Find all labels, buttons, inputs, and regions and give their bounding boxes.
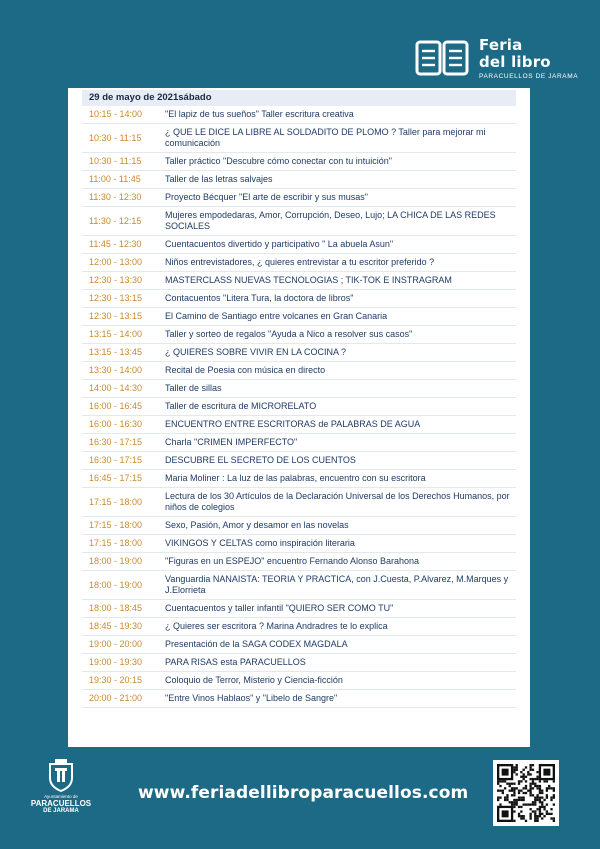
event-title: PARA RISAS esta PARACUELLOS [165, 657, 306, 667]
event-title: Presentación de la SAGA CODEX MAGDALA [165, 639, 348, 649]
schedule-row [82, 636, 516, 654]
qr-code-icon[interactable] [493, 760, 559, 826]
schedule-row [82, 326, 516, 344]
schedule-list [82, 106, 516, 708]
open-book-icon [415, 38, 469, 78]
event-time: 10:30 - 11:15 [89, 156, 142, 166]
town-crest-icon [47, 758, 75, 792]
event-time: 12:30 - 13:30 [89, 275, 143, 285]
event-time: 16:00 - 16:30 [89, 419, 143, 429]
event-title: Recital de Poesia con música en directo [165, 365, 326, 375]
event-time: 20:00 - 21:00 [89, 693, 143, 703]
event-title: Niños entrevistadores, ¿ quieres entrevistar a tu escritor preferido ? [165, 257, 435, 267]
event-title: ¿ QUIERES SOBRE VIVIR EN LA COCINA ? [165, 347, 347, 357]
event-time: 14:00 - 14:30 [89, 383, 143, 393]
logo-big-text: PARACUELLOS [30, 799, 92, 808]
schedule-row [82, 398, 516, 416]
event-title: Sexo, Pasión, Amor y desamor en las novelas [165, 520, 349, 530]
schedule-row [82, 171, 516, 189]
event-time: 13:30 - 14:00 [89, 365, 143, 375]
event-title: DESCUBRE EL SECRETO DE LOS CUENTOS [165, 455, 356, 465]
event-title: Coloquio de Terror, Misterio y Ciencia-ficción [165, 675, 343, 685]
event-time: 16:30 - 17:15 [89, 437, 143, 447]
schedule-row [82, 452, 516, 470]
event-time: 19:00 - 20:00 [89, 639, 143, 649]
schedule-row [82, 153, 516, 171]
event-time: 11:30 - 12:30 [89, 192, 142, 202]
event-time: 17:15 - 18:00 [89, 520, 143, 530]
event-title: MASTERCLASS NUEVAS TECNOLOGIAS ; TIK-TOK E INSTRAGRAM [165, 275, 452, 285]
event-title: Proyecto Bécquer "El arte de escribir y sus musas" [165, 192, 368, 202]
event-time: 10:30 - 11:15 [89, 132, 142, 143]
event-title: "Entre Vinos Hablaos" y "Libelo de Sangre" [165, 693, 338, 703]
event-time: 16:00 - 16:45 [89, 401, 143, 411]
event-time: 13:15 - 14:00 [89, 329, 143, 339]
schedule-row [82, 470, 516, 488]
event-time: 10:15 - 14:00 [89, 109, 143, 119]
event-time: 18:00 - 19:00 [89, 579, 143, 590]
schedule-row [82, 124, 516, 153]
event-time: 13:15 - 13:45 [89, 347, 143, 357]
schedule-row [82, 571, 516, 600]
event-title: Charla "CRIMEN IMPERFECTO" [165, 437, 298, 447]
schedule-row [82, 290, 516, 308]
schedule-row [82, 690, 516, 708]
logo-mid-text: DE JARAMA [43, 808, 79, 814]
schedule-row [82, 535, 516, 553]
schedule-row [82, 254, 516, 272]
schedule-row [82, 272, 516, 290]
schedule-row [82, 553, 516, 571]
event-time: 12:30 - 13:15 [89, 293, 143, 303]
event-time: 11:00 - 11:45 [89, 174, 141, 184]
schedule-row [82, 380, 516, 398]
event-title: Mujeres empodedaras, Amor, Corrupción, Deseo, Lujo; LA CHICA DE LAS REDES SOCIALES [165, 210, 496, 231]
event-title: Taller de las letras salvajes [165, 174, 273, 184]
event-title: Contacuentos "Litera Tura, la doctora de libros" [165, 293, 354, 303]
event-title: Cuentacuentos y taller infantil "QUIERO SER COMO TU" [165, 603, 394, 613]
schedule-row [82, 207, 516, 236]
event-title: ¿ QUE LE DICE LA LIBRE AL SOLDADITO DE PLOMO ? Taller para mejorar mi comunicación [165, 127, 486, 148]
schedule-row [82, 517, 516, 535]
event-time: 17:15 - 18:00 [89, 496, 143, 507]
event-title: Taller práctico "Descubre cómo conectar con tu intuición" [165, 156, 392, 166]
event-time: 12:30 - 13:15 [89, 311, 143, 321]
event-title: Taller de escritura de MICRORELATO [165, 401, 317, 411]
schedule-row [82, 236, 516, 254]
schedule-row [82, 434, 516, 452]
brand-title-line2: del libro [479, 53, 551, 71]
event-title: VIKINGOS Y CELTAS como inspiración literaria [165, 538, 355, 548]
schedule-row [82, 362, 516, 380]
brand-logo [415, 38, 578, 81]
event-time: 16:30 - 17:15 [89, 455, 143, 465]
schedule-row [82, 600, 516, 618]
town-logo [30, 758, 92, 828]
day-header: 29 de mayo de 2021sábado [82, 90, 516, 106]
website-link[interactable]: www.feriadellibroparacuellos.com [138, 783, 469, 803]
event-title: Lectura de los 30 Artículos de la Declaración Universal de los Derechos Humanos, por niños de colegios [165, 491, 510, 512]
event-title: Taller de sillas [165, 383, 222, 393]
schedule-row [82, 416, 516, 434]
event-title: Cuentacuentos divertido y participativo " La abuela Asun" [165, 239, 394, 249]
schedule-row [82, 618, 516, 636]
event-time: 18:45 - 19:30 [89, 621, 143, 631]
schedule-row [82, 672, 516, 690]
event-title: ENCUENTRO ENTRE ESCRITORAS de PALABRAS DE AGUA [165, 419, 421, 429]
event-title: Taller y sorteo de regalos "Ayuda a Nico a resolver sus casos" [165, 329, 413, 339]
brand-title-line1: Feria [479, 36, 523, 54]
event-title: "Figuras en un ESPEJO" encuentro Fernando Alonso Barahona [165, 556, 420, 566]
schedule-row [82, 106, 516, 124]
event-title: Maria Moliner : La luz de las palabras, encuentro con su escritora [165, 473, 426, 483]
event-time: 19:00 - 19:30 [89, 657, 143, 667]
logo-small-text: Ayuntamiento de [44, 794, 78, 799]
schedule-row [82, 654, 516, 672]
event-title: El Camino de Santiago entre volcanes en Gran Canaria [165, 311, 388, 321]
schedule-row [82, 308, 516, 326]
brand-subtitle: PARACUELLOS DE JARAMA [479, 73, 579, 80]
schedule-row [82, 189, 516, 207]
event-time: 11:45 - 12:30 [89, 239, 142, 249]
event-time: 18:00 - 19:00 [89, 556, 143, 566]
event-title: ¿ Quieres ser escritora ? Marina Andradres te lo explica [165, 621, 388, 631]
event-time: 18:00 - 18:45 [89, 603, 143, 613]
event-time: 16:45 - 17:15 [89, 473, 143, 483]
event-time: 19:30 - 20:15 [89, 675, 143, 685]
schedule-row [82, 488, 516, 517]
schedule-row [82, 344, 516, 362]
event-time: 17:15 - 18:00 [89, 538, 143, 548]
event-title: Vanguardia NANAISTA: TEORIA Y PRACTICA, con J.Cuesta, P.Alvarez, M.Marques y J.Elorrieta [165, 574, 509, 595]
event-time: 12:00 - 13:00 [89, 257, 143, 267]
schedule-card [68, 88, 530, 747]
event-time: 11:30 - 12:15 [89, 215, 142, 226]
event-title: "El lapiz de tus sueños" Taller escritura creativa [165, 109, 354, 119]
